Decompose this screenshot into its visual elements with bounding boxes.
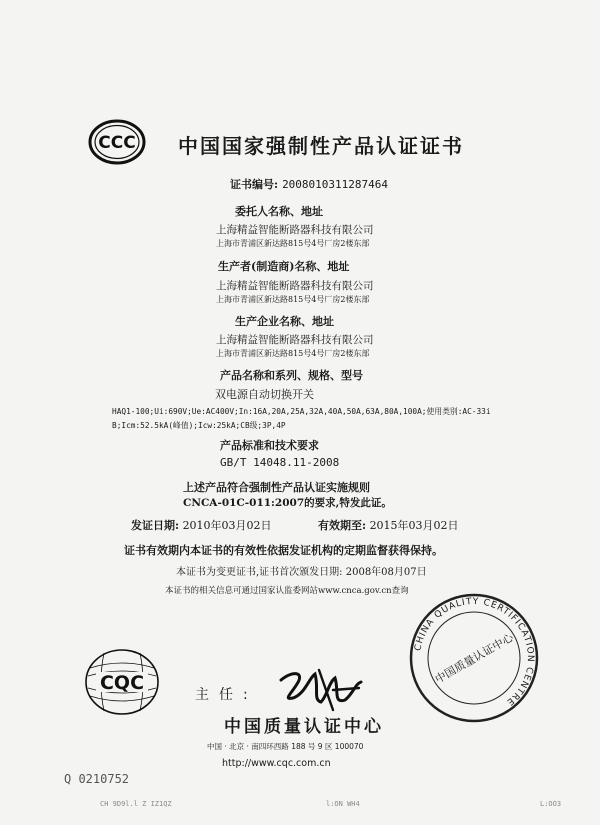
footer-code-left: CH 9D9l.l Z IZ1QZ bbox=[100, 800, 172, 808]
ccc-logo-icon bbox=[88, 118, 146, 166]
issue-date bbox=[131, 517, 272, 533]
cert-no-value: 2008010311287464 bbox=[282, 178, 389, 191]
footer-code-middle: l:ON WH4 bbox=[326, 800, 360, 808]
change-notice: 本证书为变更证书,证书首次颁发日期: 2008年08月07日 bbox=[176, 567, 427, 578]
factory-address: 上海市青浦区新达路815号4号厂房2楼东部 bbox=[216, 349, 370, 358]
issue-date-value: 2010年03月02日 bbox=[182, 519, 272, 532]
issuing-authority: 中国质量认证中心 bbox=[224, 717, 384, 737]
valid-until-date bbox=[318, 517, 459, 533]
product-name: 双电源自动切换开关 bbox=[215, 388, 314, 401]
cqc-logo-icon bbox=[84, 648, 160, 716]
director-signature bbox=[275, 660, 365, 712]
factory-heading: 生产企业名称、地址 bbox=[235, 315, 334, 328]
svg-text:CQC: CQC bbox=[99, 672, 145, 694]
standard-value: GB/T 14048.11-2008 bbox=[220, 456, 340, 469]
valid-until-label: 有效期至: bbox=[318, 519, 367, 532]
valid-until-value: 2015年03月02日 bbox=[369, 519, 459, 532]
manufacturer-name: 上海精益智能断路器科技有限公司 bbox=[216, 280, 374, 292]
client-heading: 委托人名称、地址 bbox=[235, 205, 323, 218]
svg-text:CCC: CCC bbox=[98, 133, 136, 153]
certificate-number bbox=[230, 176, 388, 192]
svg-text:中国质量认证中心: 中国质量认证中心 bbox=[432, 630, 516, 687]
authority-address: 中国 · 北京 · 南四环西路 188 号 9 区 100070 bbox=[207, 742, 364, 751]
client-name: 上海精益智能断路器科技有限公司 bbox=[216, 224, 374, 236]
certification-seal bbox=[408, 592, 540, 724]
product-heading: 产品名称和系列、规格、型号 bbox=[220, 369, 363, 382]
serial-number: Q 0210752 bbox=[64, 772, 130, 786]
implementation-rule-line2: CNCA-01C-011:2007的要求,特发此证。 bbox=[183, 497, 392, 509]
page-title: 中国国家强制性产品认证证书 bbox=[178, 134, 464, 158]
client-address: 上海市青浦区新达路815号4号厂房2楼东部 bbox=[216, 239, 370, 248]
authority-website: http://www.cqc.com.cn bbox=[222, 758, 331, 769]
standard-heading: 产品标准和技术要求 bbox=[220, 439, 319, 452]
issue-date-label: 发证日期: bbox=[131, 519, 180, 532]
svg-text:CHINA QUALITY CERTIFICATION CE: CHINA QUALITY CERTIFICATION CENTRE bbox=[413, 596, 536, 708]
website-notice: 本证书的相关信息可通过国家认监委网站www.cnca.gov.cn查询 bbox=[165, 586, 409, 596]
director-label: 主任: bbox=[195, 687, 258, 703]
product-spec: HAQ1-100;Ui:690V;Ue:AC400V;In:16A,20A,25A,32A,40A,50A,63A,80A,100A;使用类别:AC-33iB;Icm:52.5kA(峰值);Icw:25kA;CB级;3P,4P bbox=[112, 407, 491, 430]
manufacturer-heading: 生产者(制造商)名称、地址 bbox=[218, 260, 350, 273]
validity-notice: 证书有效期内本证书的有效性依据发证机构的定期监督获得保持。 bbox=[124, 544, 443, 557]
footer-code-right: L:OO3 bbox=[540, 800, 562, 808]
manufacturer-address: 上海市青浦区新达路815号4号厂房2楼东部 bbox=[216, 295, 370, 304]
implementation-rule-line1: 上述产品符合强制性产品认证实施规则 bbox=[183, 481, 370, 494]
cert-no-label: 证书编号: bbox=[230, 178, 279, 191]
factory-name: 上海精益智能断路器科技有限公司 bbox=[216, 334, 374, 346]
